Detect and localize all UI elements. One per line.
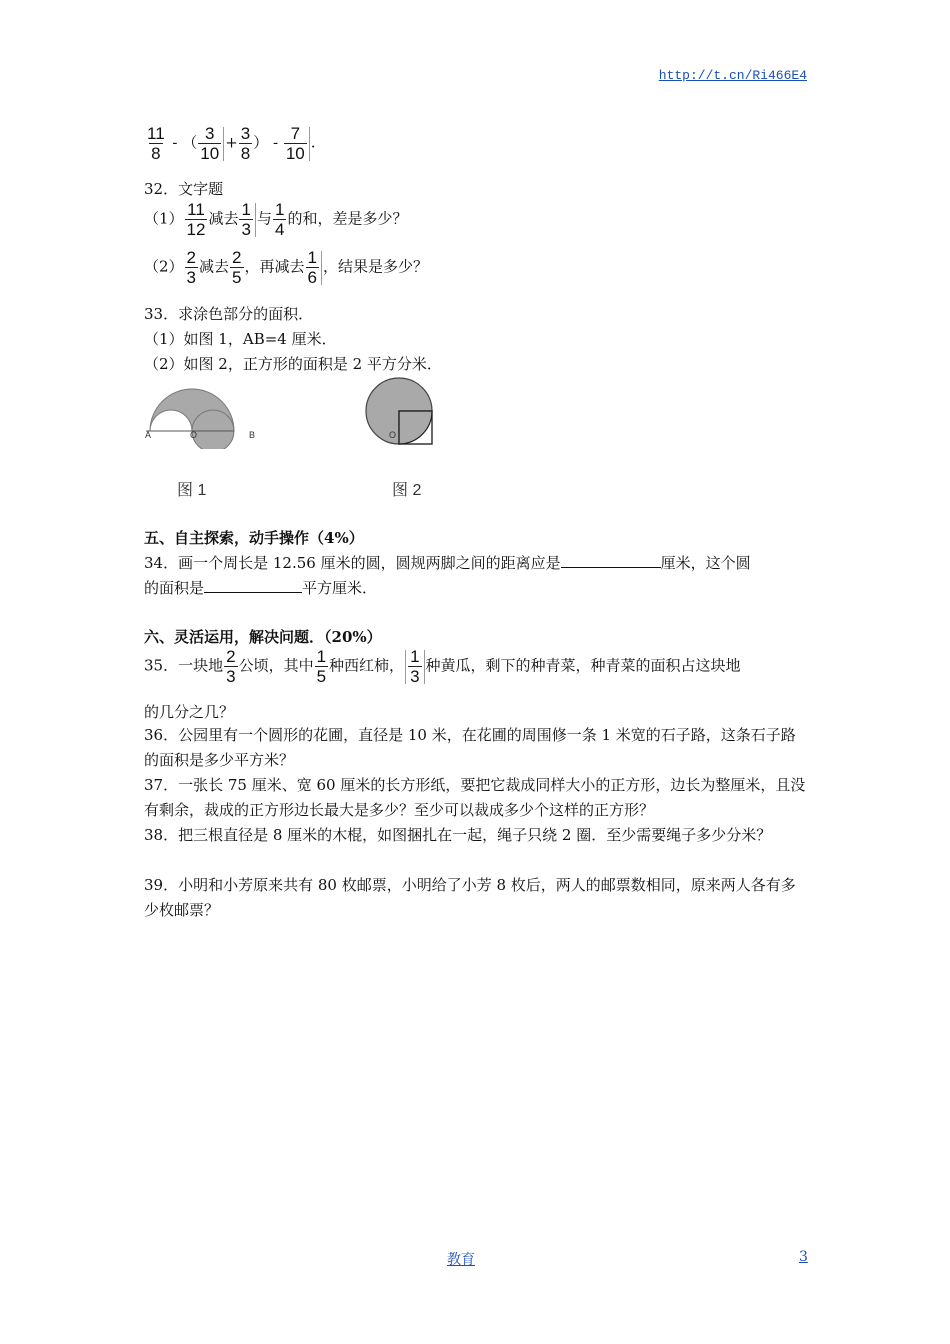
fraction: $\frac{2}{3}$ [226, 647, 236, 686]
fraction: $\frac{3}{10}$ [200, 124, 220, 163]
question-39: 39．小明和小芳原来共有 80 枚邮票，小明给了小芳 8 枚后，两人的邮票数相同，原来两人各有多少枚邮票？ [144, 876, 796, 919]
question-34-line-2: 的面积是 平方厘米． [144, 579, 378, 597]
fraction: $\frac{7}{10}$ [285, 124, 305, 163]
fraction: $\frac{1}{5}$ [316, 647, 327, 686]
fraction: $\frac{11}{12}$ [186, 200, 206, 239]
fraction: $\frac{3}{8}$ [240, 124, 251, 163]
figure-1-caption: 图 1 [177, 482, 207, 499]
question-33-part-2: （2）如图 2，正方形的面积是 2 平方分米． [144, 355, 442, 373]
section-6-heading: 六、灵活运用，解决问题．（20%） [144, 628, 382, 646]
figure-1-label-a: A [145, 430, 152, 440]
section-5-heading: 五、自主探索，动手操作（4%） [144, 529, 364, 547]
question-38: 38．把三根直径是 8 厘米的木棍，如图捆扎在一起，绳子只绕 2 圈．至少需要绳子多少分米？ [144, 826, 772, 844]
question-33-part-1: （1）如图 1，AB=4 厘米． [144, 330, 337, 348]
header-url-link[interactable]: http://t.cn/Ri466E4 [658, 68, 807, 83]
question-32-part-2: （2） $\frac{2}{3}$ 减去 $\frac{2}{5}$ ，再减去 $\frac{1}{6}$ ，结果是多少？ [144, 248, 428, 287]
figure-1-label-o: O [190, 430, 198, 440]
fraction: $\frac{1}{3}$ [410, 647, 420, 686]
question-37: 37．一张长 75 厘米、宽 60 厘米的长方形纸，要把它裁成同样大小的正方形，边长为整厘米，且没有剩余，裁成的正方形边长最大是多少？至少可以裁成多少个这样的正方形？ [144, 776, 806, 819]
question-36: 36．公园里有一个圆形的花圃，直径是 10 米，在花圃的周围修一条 1 米宽的石子路，这条石子路的面积是多少平方米？ [144, 726, 796, 769]
fraction: $\frac{2}{5}$ [232, 248, 242, 287]
footer-link[interactable]: 教育 [447, 1252, 475, 1268]
figure-1-diagram [142, 384, 267, 449]
question-35-line-1: 35．一块地 $\frac{2}{3}$ 公顷，其中 $\frac{1}{5}$ 种西红柿， $\frac{1}{3}$ 种黄瓜，剩下的种青菜，种青菜的面积占这块地 [144, 647, 741, 686]
fraction: $\frac{1}{4}$ [274, 200, 285, 239]
fraction: $\frac{2}{3}$ [186, 248, 197, 287]
question-34-line-1: 34．画一个周长是 12.56 厘米的圆，圆规两脚之间的距离应是 厘米，这个圆 [144, 554, 751, 572]
expression-31: $\frac{11}{8}$ - （ $\frac{3}{10}$ + $\frac{3}{8}$ ） - $\frac{7}{10}$ . [147, 124, 316, 163]
question-32-title: 32．文字题 [144, 180, 224, 198]
question-33-title: 33．求涂色部分的面积． [144, 305, 314, 323]
figure-2-caption: 图 2 [392, 482, 422, 499]
figure-2-label-o: O [389, 430, 397, 440]
answer-blank[interactable] [561, 553, 661, 568]
fraction: $\frac{1}{3}$ [241, 200, 251, 239]
figure-1-label-b: B [249, 430, 256, 440]
question-32-part-1: （1） $\frac{11}{12}$ 减去 $\frac{1}{3}$ 与 $\frac{1}{4}$ 的和，差是多少？ [144, 200, 408, 239]
fraction: $\frac{11}{8}$ [147, 124, 165, 163]
fraction: $\frac{1}{6}$ [307, 248, 317, 287]
figure-2-diagram [362, 374, 442, 450]
page-number[interactable]: 3 [799, 1249, 808, 1265]
question-35-line-2: 的几分之几？ [144, 703, 235, 721]
answer-blank[interactable] [204, 578, 302, 593]
